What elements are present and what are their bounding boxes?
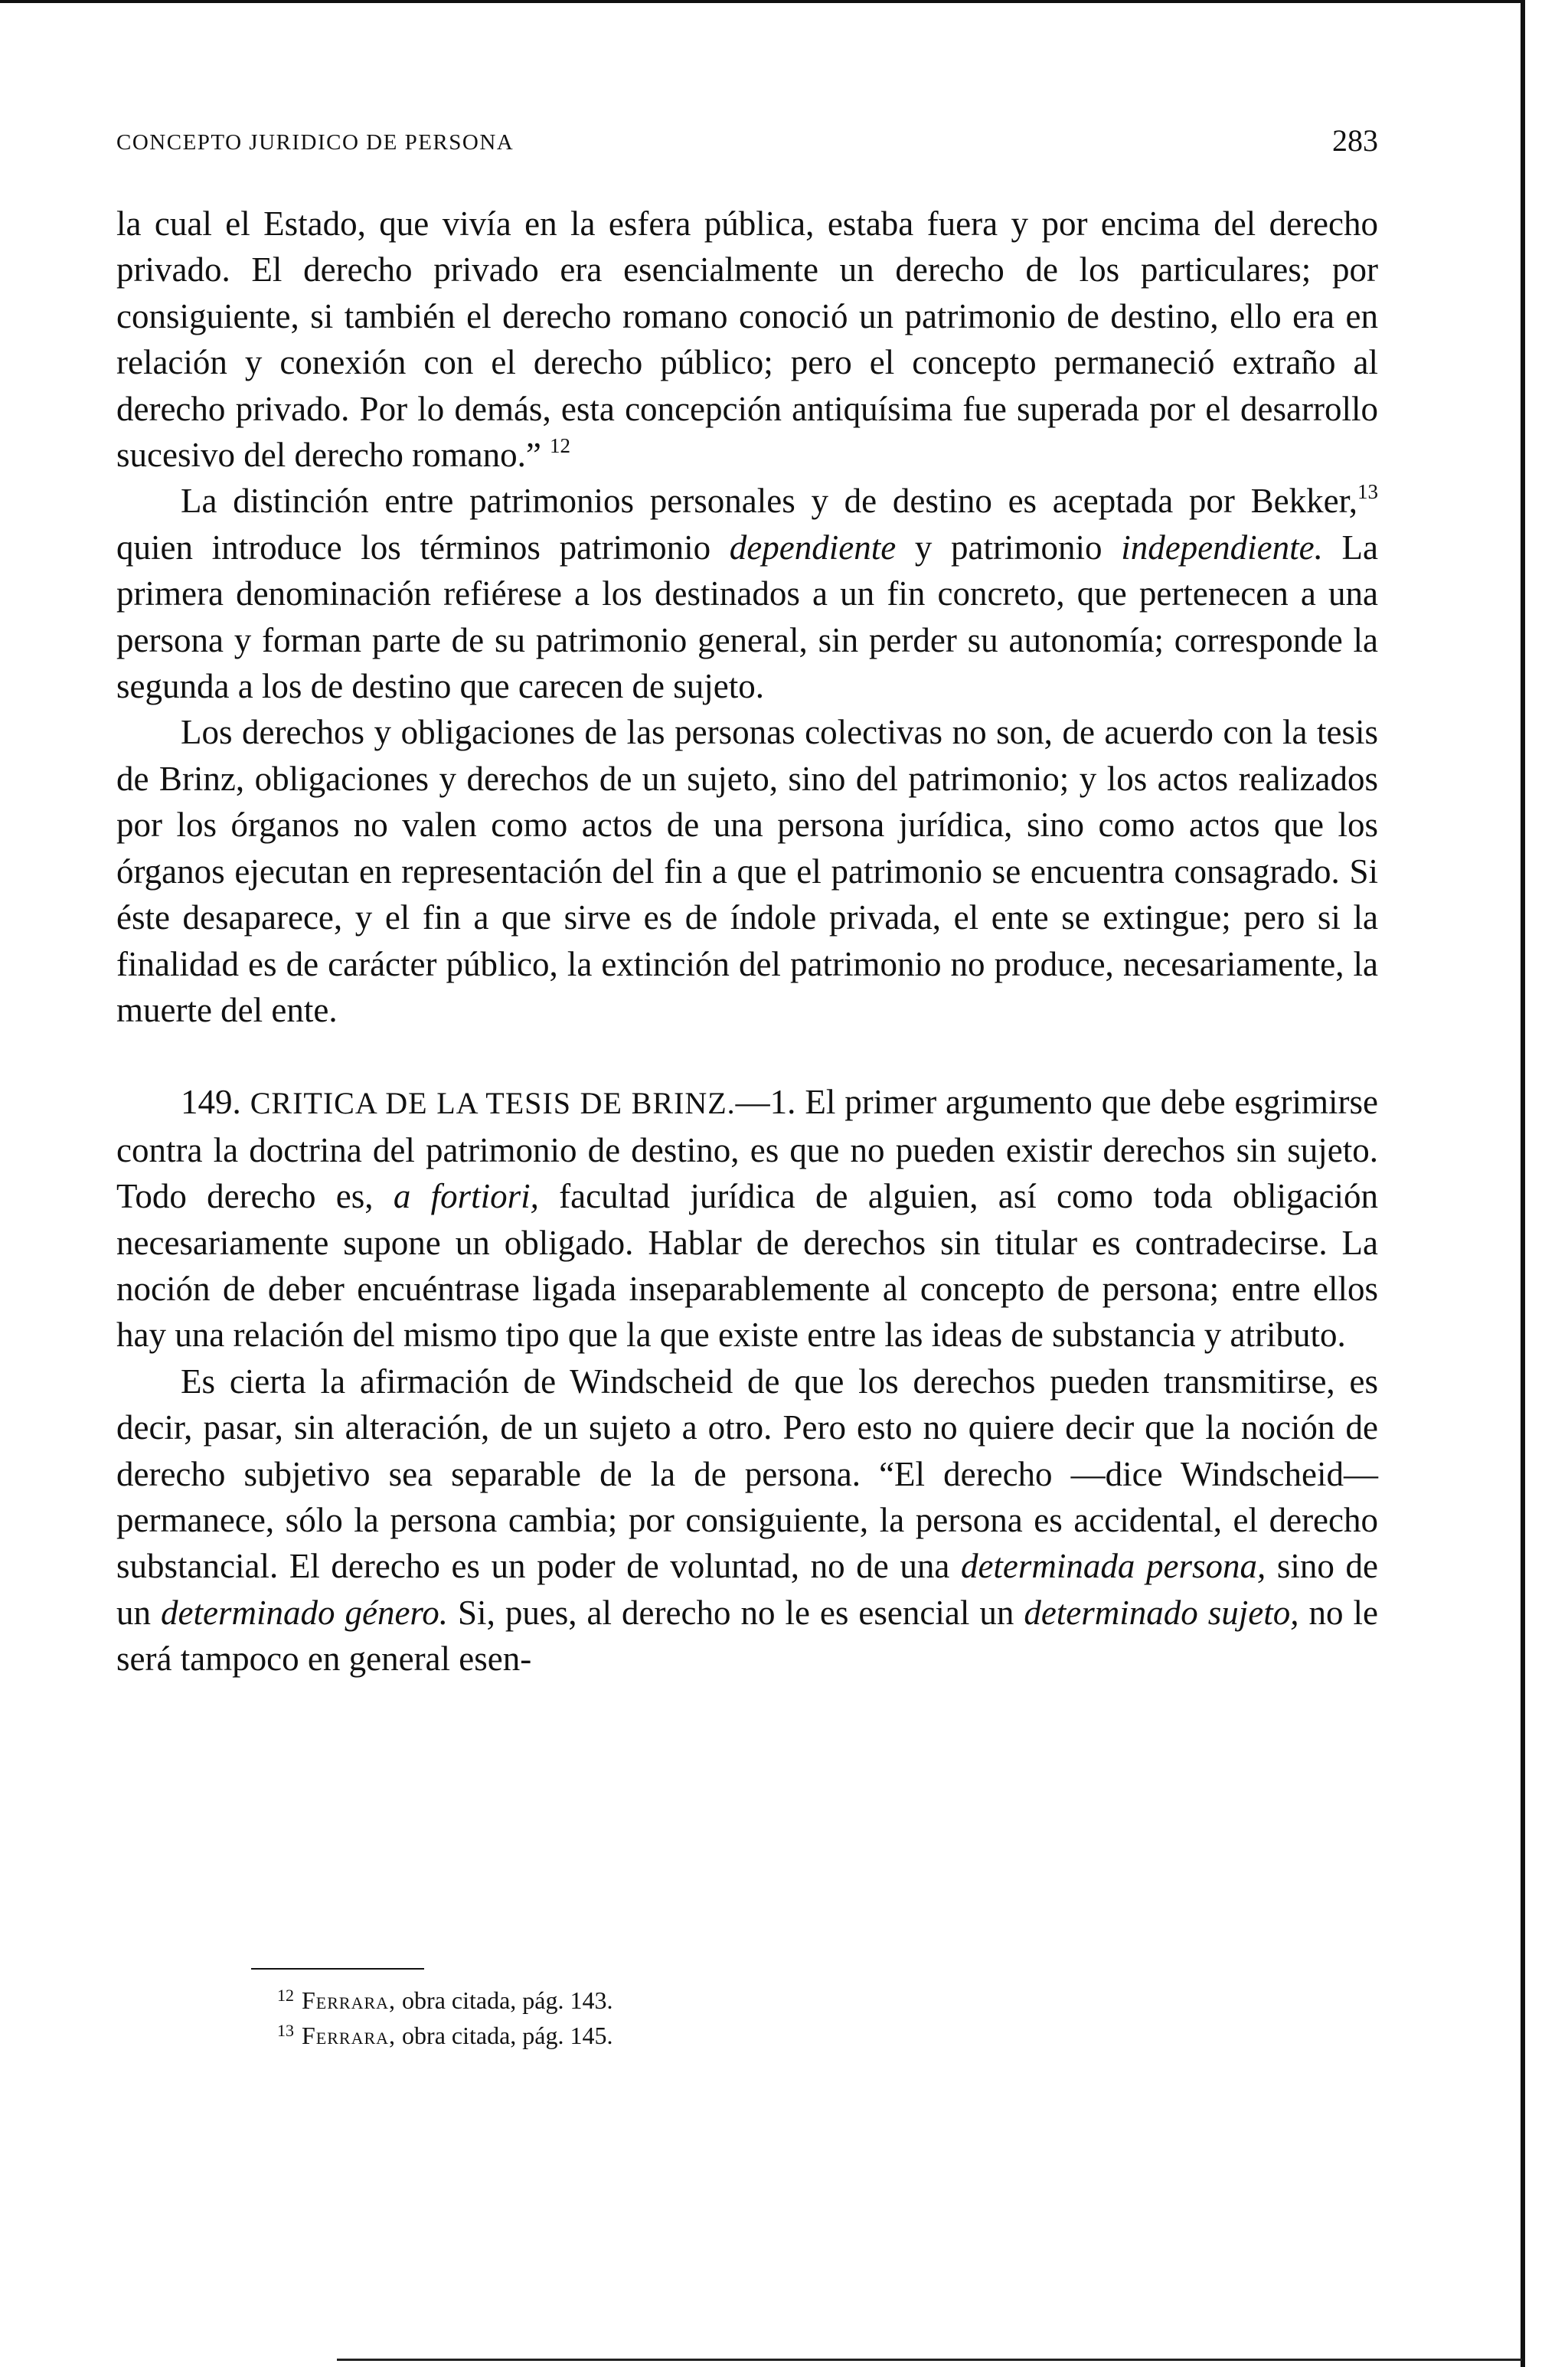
bottom-border-line [337,2359,1522,2361]
paragraph-2-text-c: y patrimonio [896,528,1122,567]
footnote-number: 12 [277,1986,294,2005]
footnote-13 [277,2016,613,2051]
page-number: 283 [1332,123,1378,158]
footnote-separator [251,1968,424,1970]
paragraph-2-text-d: La primera denominación refiérese a los destinados a un fin concreto, que pertenecen a una persona y forman parte de su patrimonio general, sin perder su autonomía; corresponde la segunda a los de destino que carecen de sujeto. [116,528,1379,706]
footnote-ref-13: 13 [1357,480,1378,504]
running-title: CONCEPTO JURIDICO DE PERSONA [116,130,514,155]
paragraph-5-text-a: Es cierta la afirmación de Windscheid de que los derechos pueden transmitirse, es decir, pasar, sin alteración, de un sujeto a otro. Pero esto no quiere decir que la noción de derecho subjetivo sea separable de la de persona. “El derecho —dice Windscheid— permanece, sólo la persona cambia; por consiguiente, la persona es accidental, el derecho substancial. El derecho es un poder de voluntad, no de una [116,1362,1378,1586]
footnote-ref-12: 12 [550,434,571,458]
right-border-line [1521,0,1525,2367]
footnote-text: obra citada, pág. 145. [396,2022,613,2049]
paragraph-3 [116,709,1378,1033]
term-a-fortiori: a fortiori, [393,1177,539,1216]
footnote-text: obra citada, pág. 143. [396,1986,613,2014]
paragraph-5-text-d: no le será tampoco en general esen- [116,1593,1379,1679]
paragraph-2 [116,478,1378,709]
term-independiente: independiente. [1121,528,1323,567]
body-text [116,201,1378,1682]
paragraph-3-text: Los derechos y obligaciones de las personas colectivas no son, de acuerdo con la tesis de Brinz, obligaciones y derechos de un sujeto, sino del patrimonio; y los actos realizados por los órganos no valen como actos de una persona jurídica, sino como actos que los órganos ejecutan en representación del fin a que el patrimonio se encuentra consagrado. Si éste desaparece, y el fin a que sirve es de índole privada, el ente se extingue; pero si la finalidad es de carácter público, la extinción del patrimonio no produce, necesariamente, la muerte del ente. [116,713,1378,1029]
section-149 [116,1079,1378,1358]
footnote-number: 13 [277,2021,294,2040]
top-border-line [0,0,1524,3]
footnotes [277,1980,613,2051]
footnote-author: Ferrara, [302,1986,397,2014]
footnote-author: Ferrara, [302,2022,397,2049]
term-determinada-persona: determinada persona, [960,1547,1266,1586]
paragraph-5-text-c: Si, pues, al derecho no le es esencial un [448,1593,1024,1632]
section-text-b: facultad jurídica de alguien, así como toda obligación necesariamente supone un obligado. Hablar de derechos sin titular es contradecirse. La noción de deber encuéntrase ligada inseparablemente al concepto de persona; entre ellos hay una relación del mismo tipo que la que existe entre las ideas de substancia y atributo. [116,1177,1378,1355]
paragraph-5-text-b: sino de un [116,1547,1378,1632]
term-dependiente: dependiente [729,528,897,567]
paragraph-1 [116,201,1378,478]
paragraph-1-text: la cual el Estado, que vivía en la esfera pública, estaba fuera y por encima del derecho privado. El derecho privado era esencialmente un derecho de los particulares; por consiguiente, si también el derecho romano conoció un patrimonio de destino, ello era en relación y conexión con el derecho público; pero el concepto permaneció extraño al derecho privado. Por lo demás, esta concepción antiquísima fue superada por el desarrollo sucesivo del derecho romano.” [116,204,1378,475]
section-number: 149. [181,1083,241,1122]
footnote-12 [277,1980,613,2016]
term-determinado-sujeto: determinado sujeto, [1024,1593,1299,1632]
running-head [116,123,1378,168]
section-title: CRITICA DE LA TESIS DE BRINZ. [250,1086,736,1121]
term-determinado-genero: determinado género. [161,1593,449,1632]
paragraph-2-text-b: quien introduce los términos patrimonio [116,528,730,567]
paragraph-5 [116,1358,1378,1682]
paragraph-2-text-a: La distinción entre patrimonios personales y de destino es aceptada por Bekker, [181,482,1357,521]
section-text-a: —1. El primer argumento que debe esgrimirse contra la doctrina del patrimonio de destino, es que no pueden existir derechos sin sujeto. Todo derecho es, [116,1083,1379,1216]
